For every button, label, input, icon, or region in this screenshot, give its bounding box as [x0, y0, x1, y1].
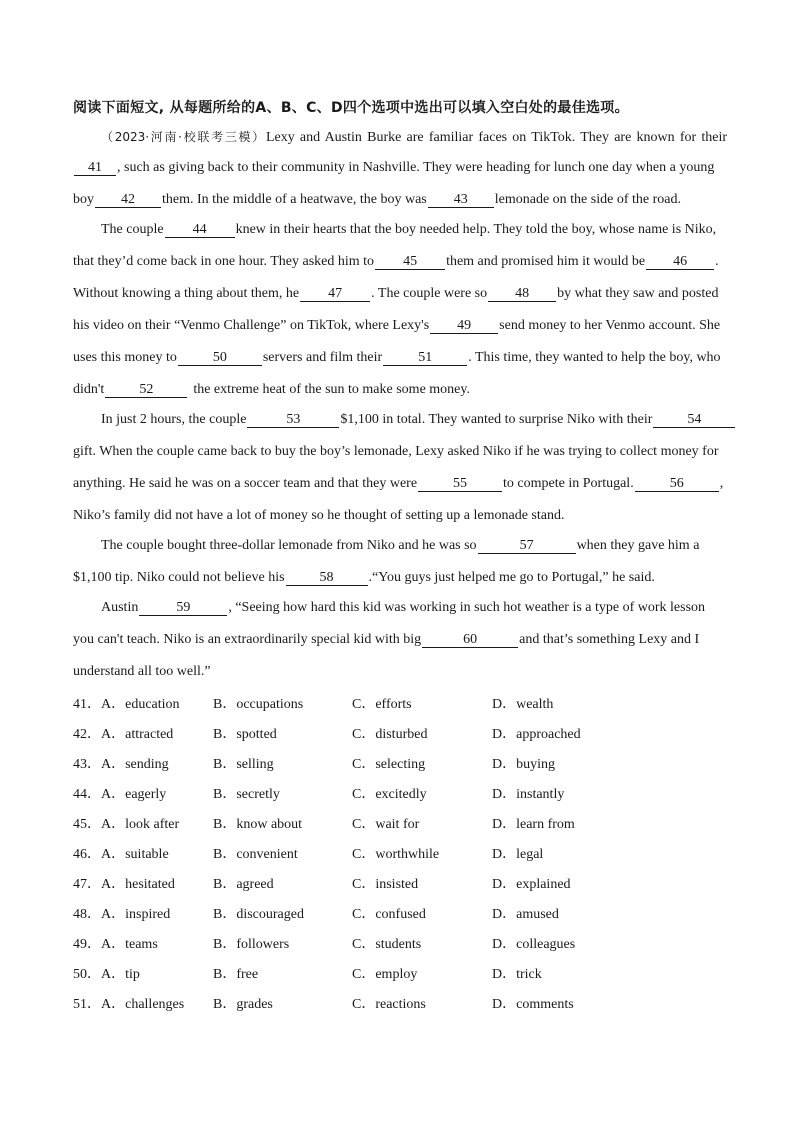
option-d[interactable]: D．amused	[492, 907, 559, 922]
passage-line: Niko’s family did not have a lot of money so he thought of setting up a lemonade stand.	[73, 508, 565, 523]
blank-46: 46	[646, 254, 714, 270]
passage-line: （2023·河南·校联考三模）Lexy and Austin Burke are familiar faces on TikTok. They are known for their	[101, 130, 728, 145]
option-d[interactable]: D．explained	[492, 877, 571, 892]
option-b[interactable]: B．grades	[213, 997, 273, 1012]
passage-line: In just 2 hours, the couple 53 $1,100 in total. They wanted to surprise Niko with their 54	[101, 412, 736, 428]
blank-49: 49	[430, 318, 498, 334]
question-number: 50．	[73, 967, 101, 982]
question-number: 47．	[73, 877, 101, 892]
option-b[interactable]: B．know about	[213, 817, 303, 832]
option-a[interactable]: A．eagerly	[101, 787, 167, 802]
option-a[interactable]: A．teams	[101, 937, 158, 952]
option-a[interactable]: A．sending	[101, 757, 169, 772]
blank-57: 57	[478, 538, 576, 554]
option-c[interactable]: C．employ	[352, 967, 418, 982]
question-number: 44．	[73, 787, 101, 802]
option-b[interactable]: B．agreed	[213, 877, 274, 892]
blank-53: 53	[247, 412, 339, 428]
passage-line: that they’d come back in one hour. They asked him to 45 them and promised him it would be 46 .	[73, 254, 719, 269]
option-a[interactable]: A．tip	[101, 967, 140, 982]
passage-line: uses this money to 50 servers and film their 51 . This time, they wanted to help the boy, who	[73, 350, 721, 365]
option-b[interactable]: B．free	[213, 967, 259, 982]
question-number: 42．	[73, 727, 101, 742]
question-49	[73, 933, 673, 953]
option-a[interactable]: A．attracted	[101, 727, 174, 742]
blank-48: 48	[488, 286, 556, 302]
option-b[interactable]: B．followers	[213, 937, 290, 952]
passage-line: gift. When the couple came back to buy the boy’s lemonade, Lexy asked Niko if he was trying to collect money for	[73, 444, 719, 459]
option-d[interactable]: D．trick	[492, 967, 542, 982]
blank-59: 59	[139, 600, 227, 616]
blank-43: 43	[428, 192, 494, 208]
option-a[interactable]: A．education	[101, 697, 180, 712]
question-number: 43．	[73, 757, 101, 772]
question-number: 45．	[73, 817, 101, 832]
option-d[interactable]: D．learn from	[492, 817, 575, 832]
option-d[interactable]: D．legal	[492, 847, 544, 862]
option-b[interactable]: B．discouraged	[213, 907, 304, 922]
blank-56: 56	[635, 476, 719, 492]
option-a[interactable]: A．suitable	[101, 847, 169, 862]
passage-line: Without knowing a thing about them, he 47 . The couple were so 48 by what they saw and posted	[73, 286, 719, 301]
passage-line: The couple 44 knew in their hearts that the boy needed help. They told the boy, whose name is Niko,	[101, 222, 717, 237]
passage-line: didn't 52 the extreme heat of the sun to make some money.	[73, 382, 470, 397]
question-51	[73, 993, 673, 1013]
option-c[interactable]: C．selecting	[352, 757, 426, 772]
option-c[interactable]: C．disturbed	[352, 727, 428, 742]
option-c[interactable]: C．confused	[352, 907, 426, 922]
blank-52: 52	[105, 382, 187, 398]
option-d[interactable]: D．comments	[492, 997, 574, 1012]
option-c[interactable]: C．excitedly	[352, 787, 427, 802]
option-c[interactable]: C．students	[352, 937, 422, 952]
passage-line: boy 42 them. In the middle of a heatwave, the boy was 43 lemonade on the side of the road.	[73, 192, 681, 207]
blank-55: 55	[418, 476, 502, 492]
question-45	[73, 813, 673, 833]
question-number: 51．	[73, 997, 101, 1012]
option-c[interactable]: C．wait for	[352, 817, 420, 832]
question-41	[73, 693, 673, 713]
blank-47: 47	[300, 286, 370, 302]
question-48	[73, 903, 673, 923]
question-43	[73, 753, 673, 773]
option-a[interactable]: A．challenges	[101, 997, 185, 1012]
option-b[interactable]: B．secretly	[213, 787, 280, 802]
question-number: 48．	[73, 907, 101, 922]
option-b[interactable]: B．selling	[213, 757, 274, 772]
option-b[interactable]: B．convenient	[213, 847, 298, 862]
passage-line: his video on their “Venmo Challenge” on TikTok, where Lexy's 49 send money to her Venmo account. She	[73, 318, 721, 333]
question-number: 41．	[73, 697, 101, 712]
blank-58: 58	[286, 570, 368, 586]
instruction-heading: 阅读下面短文, 从每题所给的A、B、C、D四个选项中选出可以填入空白处的最佳选项。	[73, 100, 629, 116]
option-c[interactable]: C．reactions	[352, 997, 426, 1012]
blank-44: 44	[165, 222, 235, 238]
source-tag: （2023·河南·校联考三模）	[101, 130, 266, 144]
option-c[interactable]: C．insisted	[352, 877, 419, 892]
question-42	[73, 723, 673, 743]
passage-line: anything. He said he was on a soccer team and that they were 55 to compete in Portugal. 56 ,	[73, 476, 724, 491]
passage-line: you can't teach. Niko is an extraordinarily special kid with big 60 and that’s something Lexy and I	[73, 632, 700, 647]
option-a[interactable]: A．look after	[101, 817, 180, 832]
blank-41: 41	[74, 160, 116, 176]
option-d[interactable]: D．colleagues	[492, 937, 576, 952]
option-a[interactable]: A．inspired	[101, 907, 171, 922]
blank-45: 45	[375, 254, 445, 270]
option-d[interactable]: D．instantly	[492, 787, 565, 802]
blank-54: 54	[653, 412, 735, 428]
question-46	[73, 843, 673, 863]
blank-60: 60	[422, 632, 518, 648]
option-b[interactable]: B．spotted	[213, 727, 277, 742]
question-number: 46．	[73, 847, 101, 862]
passage-line: $1,100 tip. Niko could not believe his 58 .“You guys just helped me go to Portugal,” he said.	[73, 570, 655, 585]
option-d[interactable]: D．buying	[492, 757, 555, 772]
question-number: 49．	[73, 937, 101, 952]
option-d[interactable]: D．approached	[492, 727, 581, 742]
blank-50: 50	[178, 350, 262, 366]
blank-51: 51	[383, 350, 467, 366]
option-a[interactable]: A．hesitated	[101, 877, 175, 892]
question-44	[73, 783, 673, 803]
passage-line: 41 , such as giving back to their community in Nashville. They were heading for lunch one day when a young	[73, 160, 714, 176]
option-d[interactable]: D．wealth	[492, 697, 554, 712]
option-c[interactable]: C．worthwhile	[352, 847, 440, 862]
passage-line: Austin 59 , “Seeing how hard this kid was working in such hot weather is a type of work lesson	[101, 600, 706, 615]
blank-42: 42	[95, 192, 161, 208]
option-c[interactable]: C．efforts	[352, 697, 412, 712]
passage-line: understand all too well.”	[73, 664, 211, 679]
question-50	[73, 963, 673, 983]
passage-line: The couple bought three-dollar lemonade from Niko and he was so 57 when they gave him a	[101, 538, 700, 553]
question-47	[73, 873, 673, 893]
option-b[interactable]: B．occupations	[213, 697, 304, 712]
